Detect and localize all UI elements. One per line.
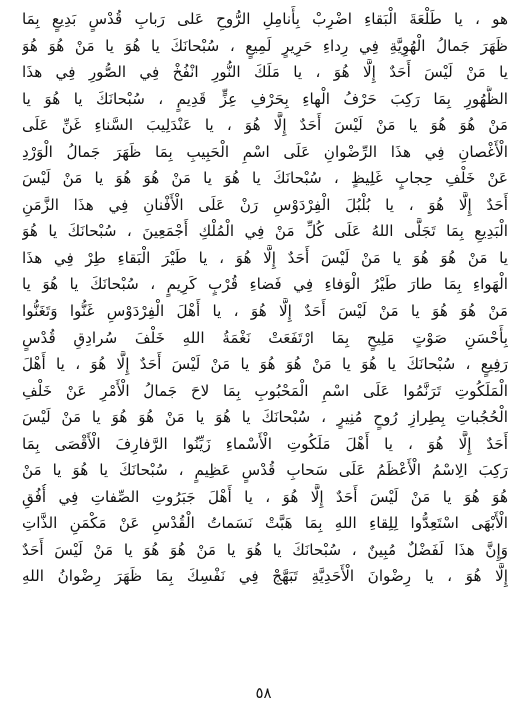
text-line: الْهَواءِ بِمَا طارَ طَيْرُ الْوَفاءِ فِي فَضاءِ قُرْبٍ كَرِيمٍ ، سُبْحانَكَ يا هُوَ يا <box>22 275 508 294</box>
text-line: الظُّهُورِ بِمَا رَكِبَ حَرْفُ الْهاءِ بِحَرْفِ عِزٍّ قَدِيمٍ ، سُبْحانَكَ يا هُوَ يا <box>22 89 508 108</box>
text-line: الْحُجُباتِ بِطِرازِ رُوحٍ مُنِيرٍ ، سُبْحانَكَ يا هُوَ يا مَنْ هُوَ هُوَ يا مَنْ لَيْسَ <box>22 408 508 427</box>
text-line: رَكِبَ الِاسْمُ الْأَعْظَمُ عَلَى سَحابِ قُدْسٍ عَظِيمٍ ، سُبْحانَكَ يا هُوَ يا مَنْ <box>22 461 508 480</box>
text-line: عَنْ خَلْفِ حِجابٍ غَلِيظٍ ، سُبْحانَكَ يا هُوَ يا مَنْ هُوَ هُوَ يا مَنْ لَيْسَ <box>22 169 508 188</box>
text-line: أَحَدٌ إِلَّا هُوَ ، يا أَهْلَ مَلَكُوتِ الْأَسْماءِ زَيِّنُوا الرَّفارِفَ الْأَقْصَى بِمَا <box>22 434 508 453</box>
arabic-text-body <box>22 6 508 590</box>
text-line: هُوَ هُوَ يا مَنْ لَيْسَ أَحَدٌ إِلَّا هُوَ ، يا أَهْلَ جَبَرُوتِ الصِّفاتِ فِي أُفُقِ <box>22 487 508 506</box>
text-line: ظَهَرَ جَمالُ الْهُوِيَّةِ فِي رِداءِ حَرِيرٍ لَمِيعٍ ، سُبْحانَكَ يا هُوَ يا مَنْ هُوَ هُوَ <box>22 36 508 55</box>
text-line: هو ، يا طَلْعَةَ الْبَقاءِ اضْرِبْ بِأَنامِلِ الرُّوحِ عَلى رَبابِ قُدْسٍ بَدِيعٍ بِمَا <box>22 10 508 28</box>
text-line: وَإِنَّ هذَا لَفَضْلٌ مُبِينٌ ، سُبْحانَكَ يا هُوَ يا مَنْ هُوَ هُوَ يا مَنْ لَيْسَ أَحَدٌ <box>22 540 508 559</box>
text-line: بِأَحْسَنِ صَوْتٍ مَلِيحٍ بِمَا ارْتَفَعَتْ نَغْمَةُ اللهِ خَلْفَ سُرادِقِ قُدْسٍ <box>22 328 508 347</box>
text-line: يا مَنْ لَيْسَ أَحَدٌ إِلَّا هُوَ ، يا مَلَكَ النُّورِ انْفُخْ فِي الصُّورِ فِي هذَا <box>22 63 508 82</box>
text-line: رَفِيعٍ ، سُبْحانَكَ يا هُوَ يا مَنْ هُوَ هُوَ يا مَنْ لَيْسَ أَحَدٌ إِلَّا هُوَ ، يا أَهْلَ <box>22 355 508 374</box>
page-number: ٥٨ <box>255 684 272 702</box>
text-line: أَحَدٌ إِلَّا هُوَ ، يا بُلْبُلَ الْفِرْدَوْسِ رَنْ عَلَى الْأَفْنانِ فِي هذَا الزَّمَنِ <box>22 195 508 214</box>
text-line: الْأَبْهَى اسْتَعِدُّوا لِلِقاءِ اللهِ بِمَا هَبَّتْ نَسَماتُ الْقُدْسِ عَنْ مَكْمَنِ الذَّاتِ <box>22 514 508 533</box>
text-line: إِلَّا هُوَ ، يا رِضْوانَ الْأَحَدِيَّةِ تَبَهَّجْ فِي نَفْسِكَ بِمَا ظَهَرَ رِضْوانُ اللهِ <box>22 567 508 586</box>
text-line: الْبَدِيعِ بِمَا تَجَلَّى اللهُ عَلَى كُلِّ مَنْ فِي الْمُلْكِ أَجْمَعِينَ ، سُبْحانَكَ يا هُوَ <box>22 222 508 241</box>
text-line: مَنْ هُوَ هُوَ يا مَنْ لَيْسَ أَحَدٌ إِلَّا هُوَ ، يا أَهْلَ الْفِرْدَوْسِ غَنُّوا وَتَغَنُّوا <box>22 302 508 321</box>
text-line: مَنْ هُوَ هُوَ يا مَنْ لَيْسَ أَحَدٌ إِلَّا هُوَ ، يا عَنْدَلِيبَ السَّناءِ غَنِّ عَلَى <box>22 116 508 135</box>
text-line: يا مَنْ هُوَ هُوَ يا مَنْ لَيْسَ أَحَدٌ إِلَّا هُوَ ، يا طَيْرَ الْبَقاءِ طِرْ فِي هذَا <box>22 248 508 267</box>
text-line: الْأَغْصانِ فِي هذَا الرِّضْوانِ عَلَى اسْمِ الْحَبِيبِ بِمَا ظَهَرَ جَمالُ الْوَرْدِ <box>22 142 508 161</box>
text-line: الْمَلَكُوتِ تَرَنَّمُوا عَلَى اسْمِ الْمَحْبُوبِ بِمَا لاحَ جَمالُ الْأَمْرِ عَنْ خَلْفِ <box>22 381 508 400</box>
